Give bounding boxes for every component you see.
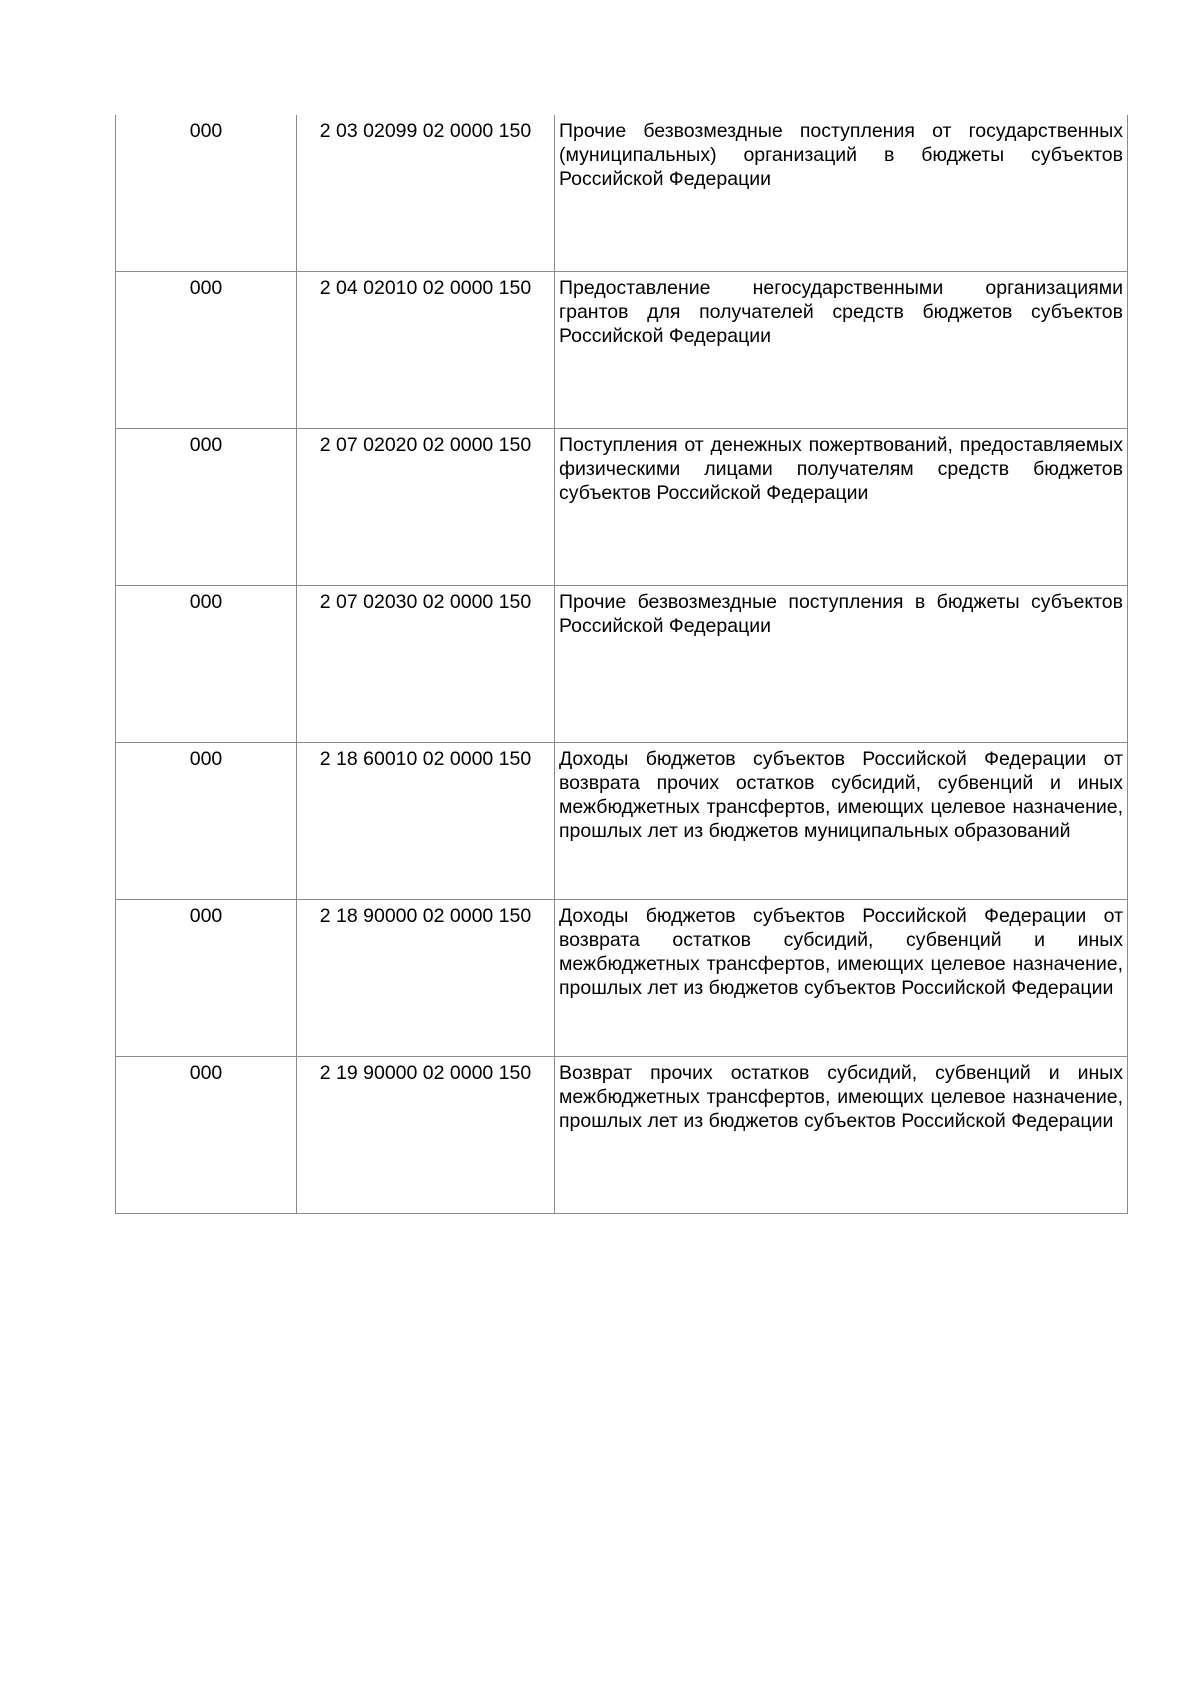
admin-code-cell: 000 — [116, 429, 297, 586]
budget-code-cell: 2 07 02030 02 0000 150 — [297, 586, 555, 743]
budget-code-cell: 2 07 02020 02 0000 150 — [297, 429, 555, 586]
income-name-cell: Доходы бюджетов субъектов Российской Федерации от возврата остатков субсидий, субвенций и иных межбюджетных трансфертов, имеющих целевое назначение, прошлых лет из бюджетов субъектов Российской Федерации — [555, 900, 1128, 1057]
table-row — [116, 429, 1128, 586]
admin-code-cell: 000 — [116, 115, 297, 272]
income-name-cell: Предоставление негосударственными организациями грантов для получателей средств бюджетов субъектов Российской Федерации — [555, 272, 1128, 429]
budget-code-cell: 2 03 02099 02 0000 150 — [297, 115, 555, 272]
income-name-cell: Возврат прочих остатков субсидий, субвенций и иных межбюджетных трансфертов, имеющих целевое назначение, прошлых лет из бюджетов субъектов Российской Федерации — [555, 1057, 1128, 1214]
admin-code-cell: 000 — [116, 586, 297, 743]
income-name-cell: Прочие безвозмездные поступления в бюджеты субъектов Российской Федерации — [555, 586, 1128, 743]
budget-code-cell: 2 18 90000 02 0000 150 — [297, 900, 555, 1057]
income-name-cell: Поступления от денежных пожертвований, предоставляемых физическими лицами получателям средств бюджетов субъектов Российской Федерации — [555, 429, 1128, 586]
table-row — [116, 272, 1128, 429]
income-name-cell: Прочие безвозмездные поступления от государственных (муниципальных) организаций в бюджеты субъектов Российской Федерации — [555, 115, 1128, 272]
budget-code-cell: 2 04 02010 02 0000 150 — [297, 272, 555, 429]
admin-code-cell: 000 — [116, 743, 297, 900]
table-row — [116, 115, 1128, 272]
table-row — [116, 1057, 1128, 1214]
admin-code-cell: 000 — [116, 900, 297, 1057]
table-row — [116, 586, 1128, 743]
budget-code-cell: 2 19 90000 02 0000 150 — [297, 1057, 555, 1214]
budget-code-cell: 2 18 60010 02 0000 150 — [297, 743, 555, 900]
admin-code-cell: 000 — [116, 272, 297, 429]
table-row — [116, 900, 1128, 1057]
table-row — [116, 743, 1128, 900]
income-name-cell: Доходы бюджетов субъектов Российской Федерации от возврата прочих остатков субсидий, субвенций и иных межбюджетных трансфертов, имеющих целевое назначение, прошлых лет из бюджетов муниципальных образований — [555, 743, 1128, 900]
admin-code-cell: 000 — [116, 1057, 297, 1214]
budget-classification-table — [115, 115, 1128, 1214]
